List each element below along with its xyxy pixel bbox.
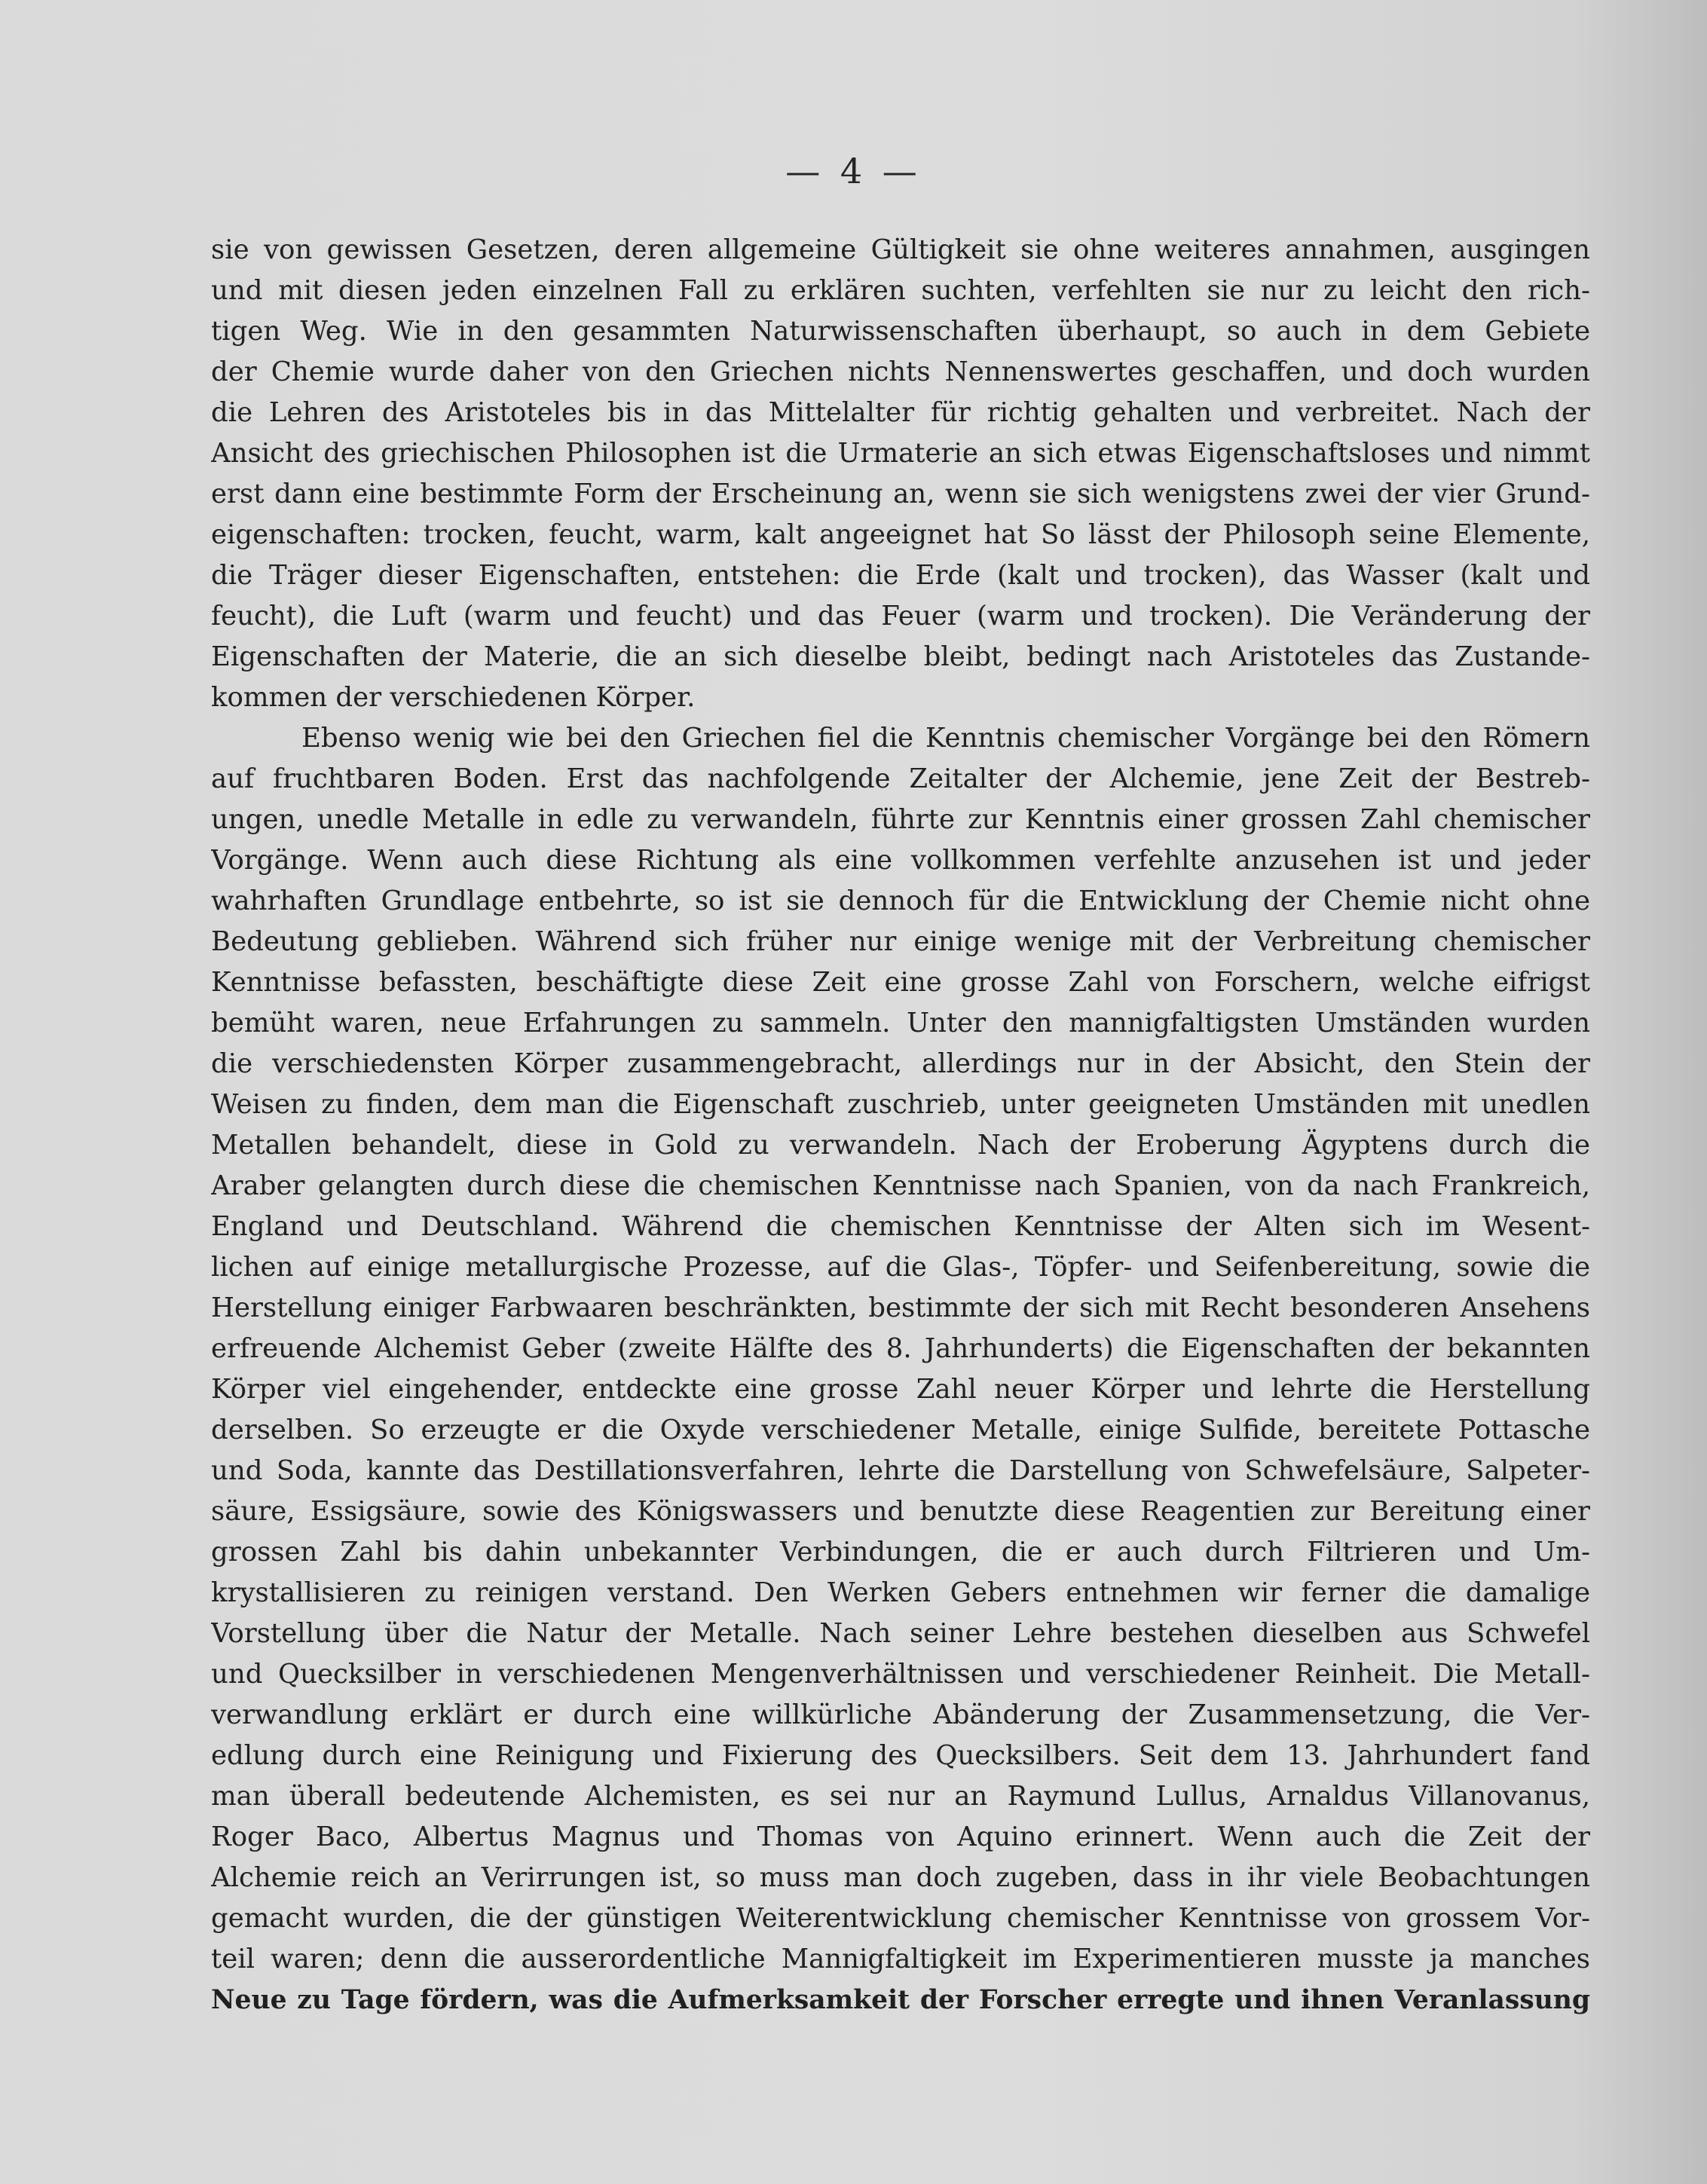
text-line: man überall bedeutende Alchemisten, es sei nur an Raymund Lullus, Arnaldus Villanovanus, bbox=[211, 1781, 1590, 1812]
text-line: derselben. So erzeugte er die Oxyde verschiedener Metalle, einige Sulfide, bereitete Pottasche bbox=[211, 1415, 1590, 1445]
text-line: auf fruchtbaren Boden. Erst das nachfolgende Zeitalter der Alchemie, jene Zeit der Bestreb- bbox=[211, 763, 1590, 794]
text-line: Neue zu Tage fördern, was die Aufmerksamkeit der Forscher erregte und ihnen Veranlassung bbox=[211, 1985, 1590, 2015]
paragraph-1 bbox=[211, 230, 1590, 718]
text-line: Alchemie reich an Verirrungen ist, so muss man doch zugeben, dass in ihr viele Beobachtungen bbox=[211, 1862, 1590, 1893]
text-line: und Soda, kannte das Destillationsverfahren, lehrte die Darstellung von Schwefelsäure, Salpeter- bbox=[211, 1455, 1590, 1486]
text-line: feucht), die Luft (warm und feucht) und das Feuer (warm und trocken). Die Veränderung der bbox=[211, 601, 1590, 632]
text-line: die verschiedensten Körper zusammengebracht, allerdings nur in der Absicht, den Stein der bbox=[211, 1048, 1590, 1079]
text-line: kommen der verschiedenen Körper. bbox=[211, 682, 696, 713]
text-line: erfreuende Alchemist Geber (zweite Hälfte des 8. Jahrhunderts) die Eigenschaften der bekannten bbox=[211, 1333, 1590, 1364]
text-line: teil waren; denn die ausserordentliche Mannigfaltigkeit im Experimentieren musste ja manches bbox=[211, 1944, 1590, 1974]
text-line: Eigenschaften der Materie, die an sich dieselbe bleibt, bedingt nach Aristoteles das Zustande- bbox=[211, 641, 1590, 672]
text-line: krystallisieren zu reinigen verstand. Den Werken Gebers entnehmen wir ferner die damalige bbox=[211, 1577, 1590, 1608]
text-line: wahrhaften Grundlage entbehrte, so ist sie dennoch für die Entwicklung der Chemie nicht ohne bbox=[211, 886, 1590, 916]
text-line: erst dann eine bestimmte Form der Erscheinung an, wenn sie sich wenigstens zwei der vier Grund- bbox=[211, 479, 1590, 509]
text-line: lichen auf einige metallurgische Prozesse, auf die Glas-, Töpfer- und Seifenbereitung, sowie die bbox=[211, 1252, 1590, 1283]
text-line: edlung durch eine Reinigung und Fixierung des Quecksilbers. Seit dem 13. Jahrhundert fand bbox=[211, 1740, 1590, 1771]
text-line: verwandlung erklärt er durch eine willkürliche Abänderung der Zusammensetzung, die Ver- bbox=[211, 1699, 1590, 1730]
text-line: Kenntnisse befassten, beschäftigte diese Zeit eine grosse Zahl von Forschern, welche eifrigst bbox=[211, 967, 1590, 998]
text-line: gemacht wurden, die der günstigen Weiterentwicklung chemischer Kenntnisse von grossem Vor- bbox=[211, 1903, 1590, 1934]
text-line: Körper viel eingehender, entdeckte eine grosse Zahl neuer Körper und lehrte die Herstellung bbox=[211, 1374, 1590, 1405]
text-line: Ansicht des griechischen Philosophen ist die Urmaterie an sich etwas Eigenschaftsloses und nimmt bbox=[211, 438, 1590, 469]
text-line: Roger Baco, Albertus Magnus und Thomas von Aquino erinnert. Wenn auch die Zeit der bbox=[211, 1822, 1590, 1852]
text-line: grossen Zahl bis dahin unbekannter Verbindungen, die er auch durch Filtrieren und Um- bbox=[211, 1537, 1590, 1568]
text-line: sie von gewissen Gesetzen, deren allgemeine Gültigkeit sie ohne weiteres annahmen, ausgingen bbox=[211, 234, 1590, 265]
text-line: und mit diesen jeden einzelnen Fall zu erklären suchten, verfehlten sie nur zu leicht den rich- bbox=[211, 275, 1590, 306]
text-line: Vorgänge. Wenn auch diese Richtung als eine vollkommen verfehlte anzusehen ist und jeder bbox=[211, 845, 1590, 876]
text-line: ungen, unedle Metalle in edle zu verwandeln, führte zur Kenntnis einer grossen Zahl chemischer bbox=[211, 804, 1590, 835]
text-line: eigenschaften: trocken, feucht, warm, kalt angeeignet hat So lässt der Philosoph seine Elemente, bbox=[211, 519, 1590, 550]
text-line: und Quecksilber in verschiedenen Mengenverhältnissen und verschiedener Reinheit. Die Metall- bbox=[211, 1659, 1590, 1690]
body-text bbox=[211, 230, 1590, 2020]
paragraph-2 bbox=[211, 718, 1590, 2020]
text-line: Ebenso wenig wie bei den Griechen fiel die Kenntnis chemischer Vorgänge bei den Römern bbox=[301, 723, 1590, 754]
text-line: der Chemie wurde daher von den Griechen nichts Nennenswertes geschaffen, und doch wurden bbox=[211, 356, 1590, 387]
text-line: Bedeutung geblieben. Während sich früher nur einige wenige mit der Verbreitung chemischer bbox=[211, 926, 1590, 957]
text-line: Vorstellung über die Natur der Metalle. Nach seiner Lehre bestehen dieselben aus Schwefel bbox=[211, 1618, 1590, 1649]
text-line: Weisen zu finden, dem man die Eigenschaft zuschrieb, unter geeigneten Umständen mit unedlen bbox=[211, 1089, 1590, 1120]
text-line: säure, Essigsäure, sowie des Königswassers und benutzte diese Reagentien zur Bereitung einer bbox=[211, 1496, 1590, 1527]
text-line: bemüht waren, neue Erfahrungen zu sammeln. Unter den mannigfaltigsten Umständen wurden bbox=[211, 1008, 1590, 1038]
page-number: — 4 — bbox=[785, 151, 922, 191]
text-line: Metallen behandelt, diese in Gold zu verwandeln. Nach der Eroberung Ägyptens durch die bbox=[211, 1130, 1590, 1161]
text-line: die Träger dieser Eigenschaften, entstehen: die Erde (kalt und trocken), das Wasser (kalt und bbox=[211, 560, 1590, 591]
text-line: die Lehren des Aristoteles bis in das Mittelalter für richtig gehalten und verbreitet. Nach der bbox=[211, 397, 1590, 428]
text-line: Herstellung einiger Farbwaaren beschränkten, bestimmte der sich mit Recht besonderen Ansehens bbox=[211, 1292, 1590, 1323]
text-line: England und Deutschland. Während die chemischen Kenntnisse der Alten sich im Wesent- bbox=[211, 1211, 1590, 1242]
text-line: Araber gelangten durch diese die chemischen Kenntnisse nach Spanien, von da nach Frankreich, bbox=[211, 1170, 1590, 1201]
text-line: tigen Weg. Wie in den gesammten Naturwissenschaften überhaupt, so auch in dem Gebiete bbox=[211, 316, 1590, 347]
